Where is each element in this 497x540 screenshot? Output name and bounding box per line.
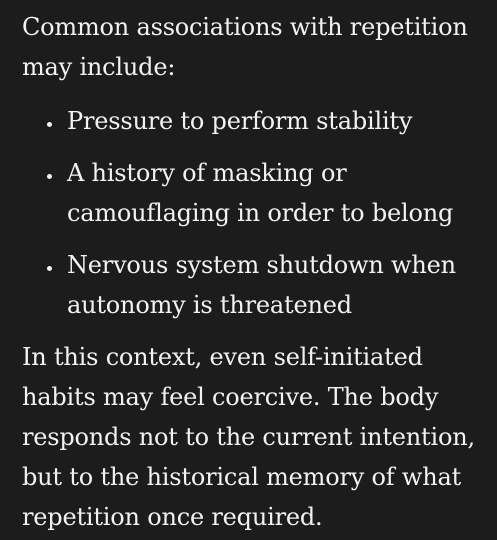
list-item (22, 101, 479, 141)
list-item-text: A history of masking or camouflaging in order to belong (67, 159, 454, 227)
intro-paragraph: Common associations with repetition may include: (22, 13, 468, 81)
bullet-icon (47, 174, 52, 179)
list-item (22, 245, 479, 325)
list-item (22, 153, 479, 233)
closing-paragraph: In this context, even self-initiated habits may feel coercive. The body responds not to the current intention, but to the historical memory of what repetition once required. (22, 343, 475, 531)
bullet-icon (47, 266, 52, 271)
associations-list (22, 101, 479, 325)
list-item-text: Nervous system shutdown when autonomy is threatened (67, 251, 456, 319)
list-item-text: Pressure to perform stability (67, 107, 413, 135)
bullet-icon (47, 122, 52, 127)
